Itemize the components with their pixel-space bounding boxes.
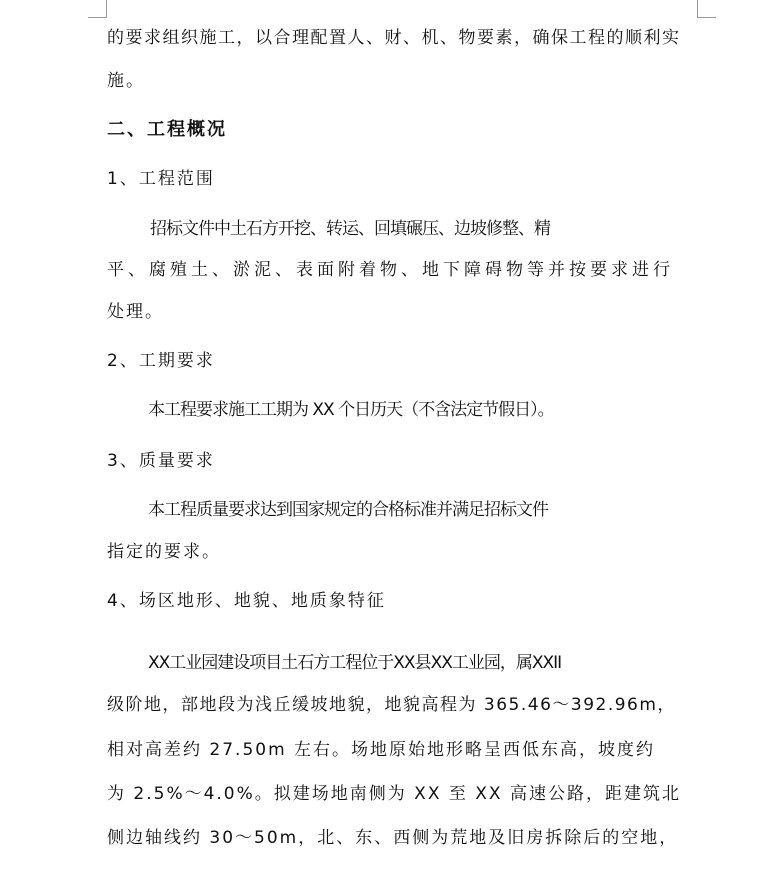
subsection-heading: 3、质量要求 bbox=[107, 451, 215, 471]
subsection-heading: 4、场区地形、地貌、地质象特征 bbox=[107, 591, 386, 611]
body-text-line: 的要求组织施工，以合理配置人、财、机、物要素，确保工程的顺利实 bbox=[107, 28, 681, 48]
subsection-heading: 2、工期要求 bbox=[107, 351, 215, 371]
body-text-line: 相对高差约 27.50m 左右。场地原始地形略呈西低东高，坡度约 bbox=[107, 740, 656, 760]
section-heading: 二、工程概况 bbox=[107, 119, 227, 140]
body-text-line: 级阶地，部地段为浅丘缓坡地貌，地貌高程为 365.46～392.96m， bbox=[107, 695, 676, 715]
body-text-line: 施。 bbox=[107, 71, 145, 91]
body-text-line: 处理。 bbox=[107, 302, 164, 322]
page-margin-corner-mark bbox=[697, 0, 716, 18]
page-margin-corner-mark bbox=[88, 0, 107, 18]
body-text-line: 招标文件中土石方开挖、转运、回填碾压、边坡修整、精 bbox=[150, 219, 550, 239]
body-text-line: XX工业园建设项目土石方工程位于XX县XX工业园，属XXII bbox=[148, 653, 562, 673]
body-text-line: 为 2.5%～4.0%。拟建场地南侧为 XX 至 XX 高速公路，距建筑北 bbox=[107, 784, 681, 804]
body-text-line: 本工程质量要求达到国家规定的合格标准并满足招标文件 bbox=[148, 500, 548, 520]
body-text-line: 本工程要求施工工期为 XX 个日历天（不含法定节假日）。 bbox=[148, 400, 554, 420]
body-text-line: 侧边轴线约 30～50m，北、东、西侧为荒地及旧房拆除后的空地， bbox=[107, 828, 679, 848]
subsection-heading: 1、工程范围 bbox=[107, 169, 215, 189]
body-text-line: 指定的要求。 bbox=[107, 542, 221, 562]
body-text-line: 平、腐殖土、淤泥、表面附着物、地下障碍物等并按要求进行 bbox=[107, 260, 674, 280]
